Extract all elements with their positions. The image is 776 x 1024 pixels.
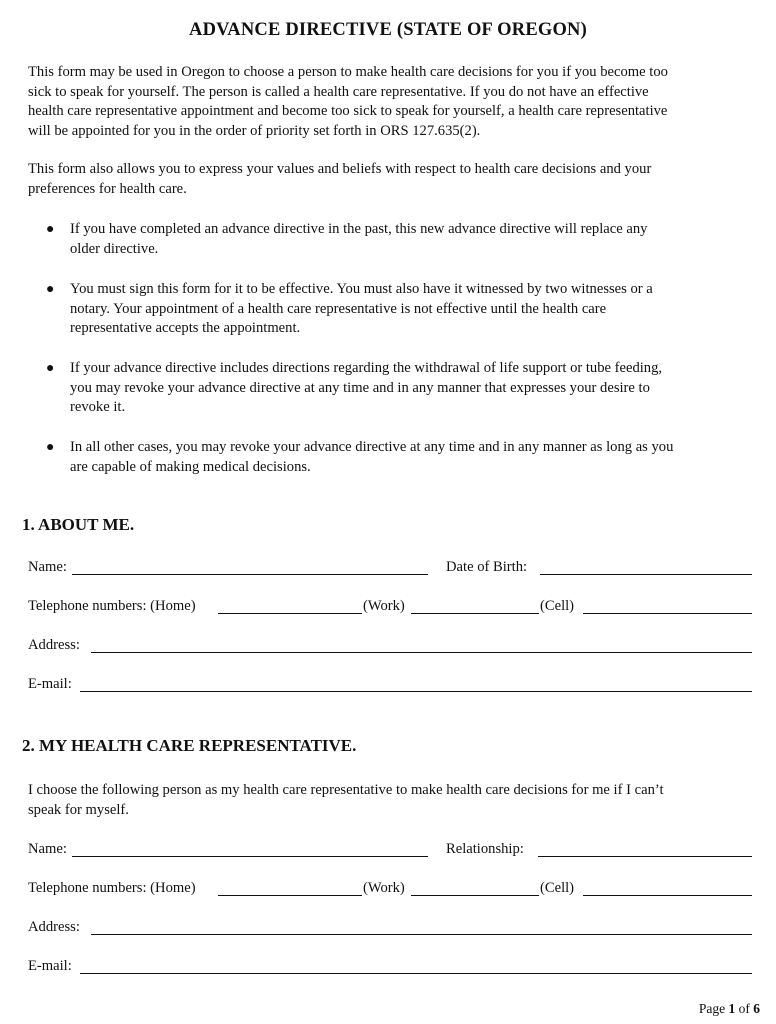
page-word: Page (698, 1001, 726, 1016)
page-number (699, 1001, 760, 1017)
relationship-label: Relationship: (446, 841, 524, 857)
bullet-line: If you have completed an advance directive in the past, this new advance directive will replace any (70, 221, 648, 237)
address-field[interactable] (91, 652, 752, 653)
bullet-line: If your advance directive includes directions regarding the withdrawal of life support or tube feeding, (70, 360, 663, 376)
bullet-line: notary. Your appointment of a health care representative is not effective until the health care (70, 300, 607, 317)
representative-intro-line: speak for myself. (28, 801, 129, 818)
rep-name-field[interactable] (72, 856, 428, 857)
address-label: Address: (28, 637, 80, 653)
intro-paragraph-1 (28, 63, 753, 141)
cell-phone-label: (Cell) (540, 598, 575, 614)
bullet-line: revoke it. (70, 399, 126, 416)
bullet-dot-icon: ● (46, 282, 55, 297)
rep-home-phone-label: Telephone numbers: (Home) (28, 880, 196, 896)
bullet-line: you may revoke your advance directive at any time and in any manner that expresses your desire to (70, 379, 650, 396)
page-current: 1 (728, 1001, 736, 1016)
rep-address-label: Address: (28, 919, 80, 935)
intro-paragraph-2 (28, 160, 753, 199)
bullet-dot-icon: ● (46, 440, 55, 455)
rep-work-phone-field[interactable] (411, 895, 539, 896)
intro-p2-line: This form also allows you to express your values and beliefs with respect to health care decisions and your (28, 161, 652, 177)
representative-address-row (28, 916, 752, 938)
section-heading-about-me: 1. ABOUT ME. (22, 515, 135, 534)
representative-email-row (28, 955, 752, 977)
dob-label: Date of Birth: (446, 559, 528, 575)
intro-p1-line: This form may be used in Oregon to choose a person to make health care decisions for you if you become too (28, 64, 668, 80)
intro-p1-line: health care representative appointment and become too sick to speak for yourself, a health care representative (28, 103, 668, 120)
relationship-field[interactable] (538, 856, 752, 857)
cell-phone-field[interactable] (583, 613, 752, 614)
intro-p1-line: will be appointed for you in the order of priority set forth in ORS 127.635(2). (28, 122, 481, 139)
representative-intro-line: I choose the following person as my health care representative to make health care decisions for me if I can’t (28, 782, 664, 798)
work-phone-label: (Work) (363, 598, 405, 614)
bullet-line: older directive. (70, 240, 159, 257)
bullet-line: are capable of making medical decisions. (70, 458, 311, 475)
bullet-line: In all other cases, you may revoke your advance directive at any time and in any manner as long as you (70, 439, 674, 455)
bullet-dot-icon: ● (46, 361, 55, 376)
rep-email-label: E-mail: (28, 958, 72, 974)
name-label: Name: (28, 559, 67, 575)
about-me-address-row (28, 634, 752, 656)
bullet-line: representative accepts the appointment. (70, 320, 301, 337)
home-phone-field[interactable] (218, 613, 362, 614)
form-title: ADVANCE DIRECTIVE (STATE OF OREGON) (189, 20, 587, 40)
about-me-phone-row (28, 595, 752, 617)
email-field[interactable] (80, 691, 752, 692)
rep-work-phone-label: (Work) (363, 880, 405, 896)
bullet-dot-icon: ● (46, 222, 55, 237)
rep-home-phone-field[interactable] (218, 895, 362, 896)
rep-cell-phone-label: (Cell) (540, 880, 575, 896)
of-word: of (738, 1001, 750, 1016)
representative-name-row (28, 838, 752, 860)
rep-address-field[interactable] (91, 934, 752, 935)
dob-field[interactable] (540, 574, 752, 575)
work-phone-field[interactable] (411, 613, 539, 614)
representative-intro (28, 781, 753, 820)
bullet-line: You must sign this form for it to be effective. You must also have it witnessed by two witnesses or a (70, 281, 653, 297)
page-total: 6 (753, 1001, 760, 1016)
representative-phone-row (28, 877, 752, 899)
about-me-name-row (28, 556, 752, 578)
rep-email-field[interactable] (80, 973, 752, 974)
intro-p1-line: sick to speak for yourself. The person is called a health care representative. If you do not have an effective (28, 83, 649, 100)
name-field[interactable] (72, 574, 428, 575)
section-heading-health-care-representative: 2. MY HEALTH CARE REPRESENTATIVE. (22, 736, 357, 755)
about-me-email-row (28, 673, 752, 695)
rep-name-label: Name: (28, 841, 67, 857)
rep-cell-phone-field[interactable] (583, 895, 752, 896)
intro-p2-line: preferences for health care. (28, 180, 187, 197)
email-label: E-mail: (28, 676, 72, 692)
home-phone-label: Telephone numbers: (Home) (28, 598, 196, 614)
